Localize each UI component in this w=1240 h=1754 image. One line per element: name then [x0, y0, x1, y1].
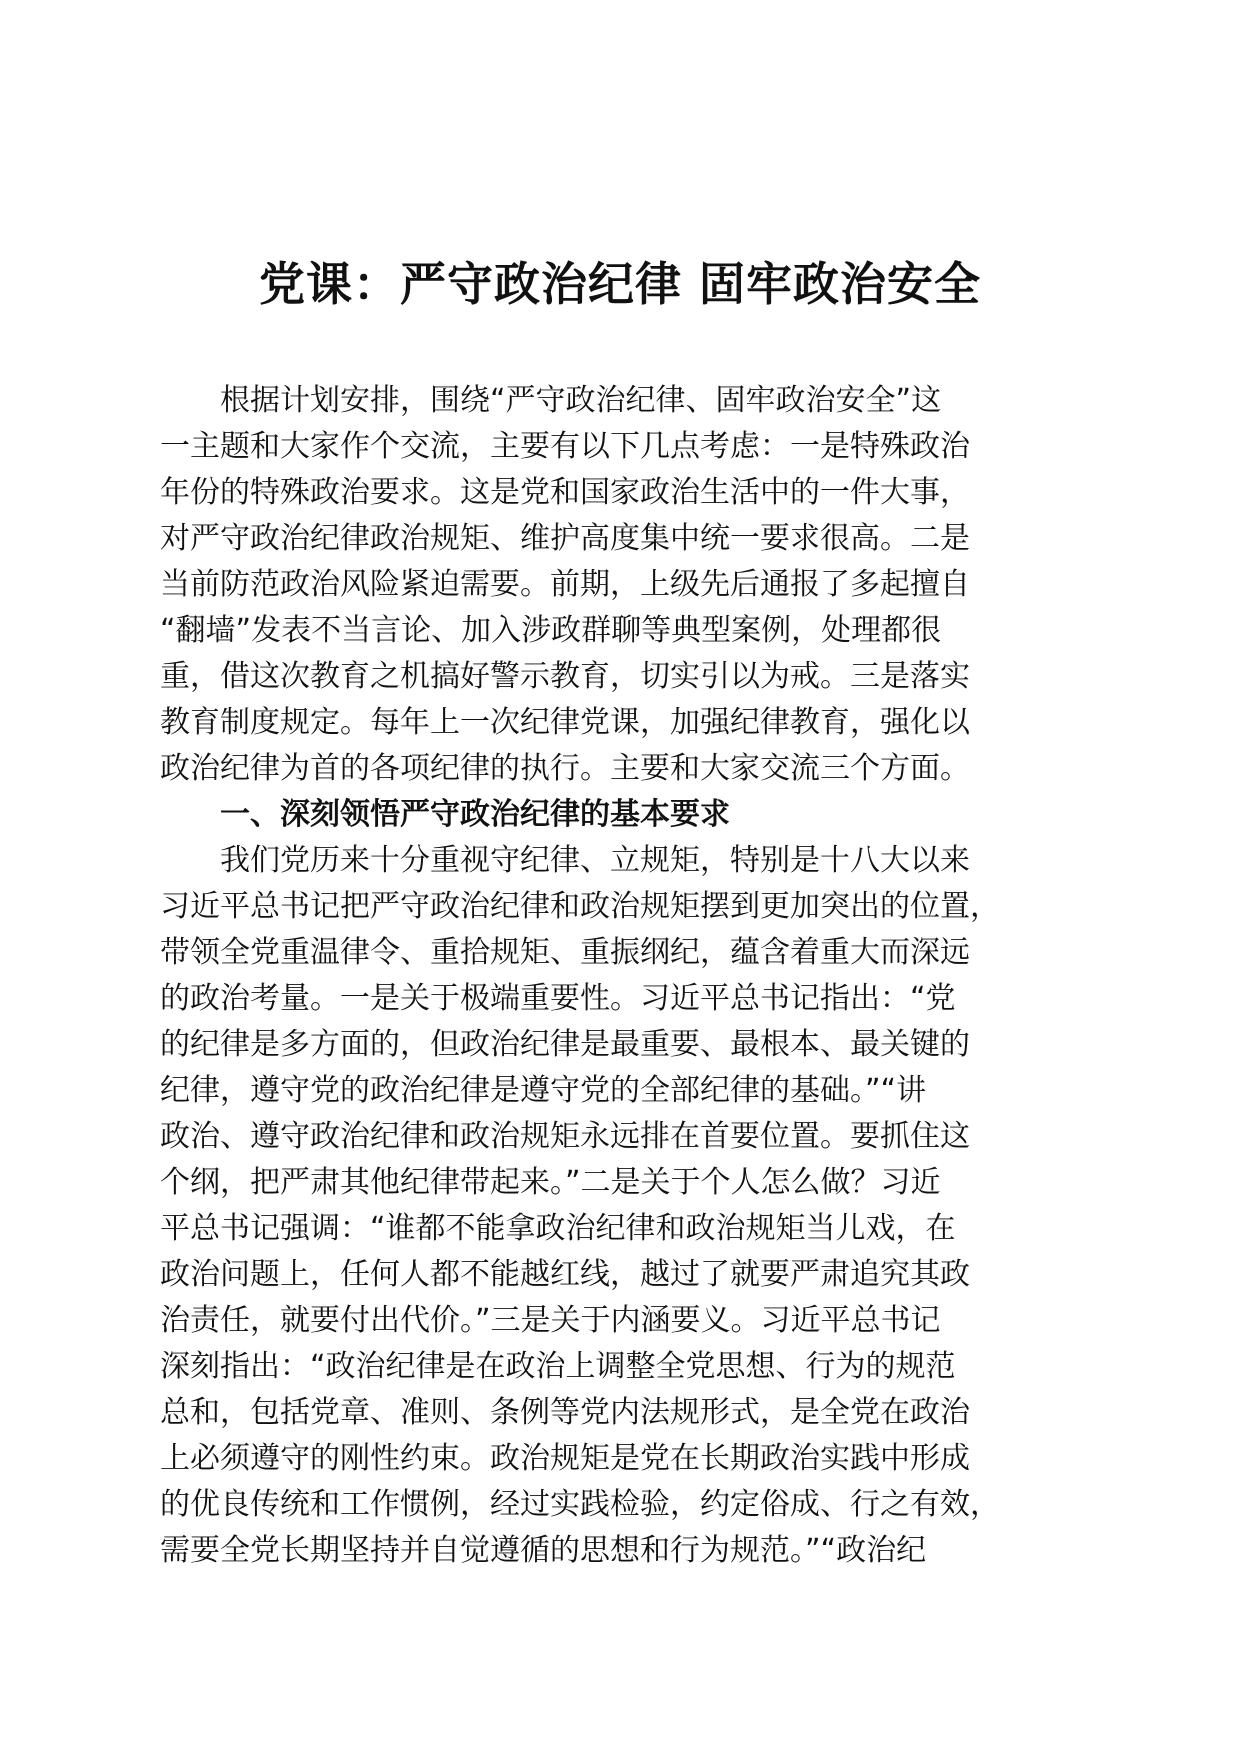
body-line: 我们党历来十分重视守纪律、立规矩，特别是十八大以来 [220, 843, 970, 878]
body-line: 当前防范政治风险紧迫需要。前期，上级先后通报了多起擅自 [160, 567, 970, 602]
section-heading: 一、深刻领悟严守政治纪律的基本要求 [220, 797, 730, 832]
body-line: 年份的特殊政治要求。这是党和国家政治生活中的一件大事， [160, 475, 970, 510]
body-line: 纪律，遵守党的政治纪律是遵守党的全部纪律的基础。”“讲 [160, 1073, 927, 1108]
body-line: 的优良传统和工作惯例，经过实践检验，约定俗成、行之有效， [160, 1487, 1000, 1522]
body-line: 对严守政治纪律政治规矩、维护高度集中统一要求很高。二是 [160, 521, 970, 556]
document-body [160, 378, 1080, 1574]
body-line: 一主题和大家作个交流，主要有以下几点考虑：一是特殊政治 [160, 429, 970, 464]
body-line: 治责任，就要付出代价。”三是关于内涵要义。习近平总书记 [160, 1303, 941, 1338]
body-line: 政治问题上，任何人都不能越红线，越过了就要严肃追究其政 [160, 1257, 970, 1292]
body-line: 重，借这次教育之机搞好警示教育，切实引以为戒。三是落实 [160, 659, 970, 694]
body-line: 根据计划安排，围绕“严守政治纪律、固牢政治安全”这 [220, 383, 942, 418]
body-line: 的纪律是多方面的，但政治纪律是最重要、最根本、最关键的 [160, 1027, 970, 1062]
body-line: 政治、遵守政治纪律和政治规矩永远排在首要位置。要抓住这 [160, 1119, 970, 1154]
body-line: 教育制度规定。每年上一次纪律党课，加强纪律教育，强化以 [160, 705, 970, 740]
body-line: 个纲，把严肃其他纪律带起来。”二是关于个人怎么做？习近 [160, 1165, 941, 1200]
body-line: 深刻指出：“政治纪律是在政治上调整全党思想、行为的规范 [160, 1349, 956, 1384]
body-line: 政治纪律为首的各项纪律的执行。主要和大家交流三个方面。 [160, 751, 970, 786]
body-line: 需要全党长期坚持并自觉遵循的思想和行为规范。”“政治纪 [160, 1533, 927, 1568]
body-line: 总和，包括党章、准则、条例等党内法规形式，是全党在政治 [160, 1395, 970, 1430]
body-line: 带领全党重温律令、重拾规矩、重振纲纪，蕴含着重大而深远 [160, 935, 970, 970]
body-line: 习近平总书记把严守政治纪律和政治规矩摆到更加突出的位置， [160, 889, 1000, 924]
body-line: 上必须遵守的刚性约束。政治规矩是党在长期政治实践中形成 [160, 1441, 970, 1476]
body-line: “翻墙”发表不当言论、加入涉政群聊等典型案例，处理都很 [160, 613, 942, 648]
document-title: 党课：严守政治纪律 固牢政治安全 [258, 257, 981, 311]
body-line: 的政治考量。一是关于极端重要性。习近平总书记指出：“党 [160, 981, 956, 1016]
body-line: 平总书记强调：“谁都不能拿政治纪律和政治规矩当儿戏，在 [160, 1211, 956, 1246]
